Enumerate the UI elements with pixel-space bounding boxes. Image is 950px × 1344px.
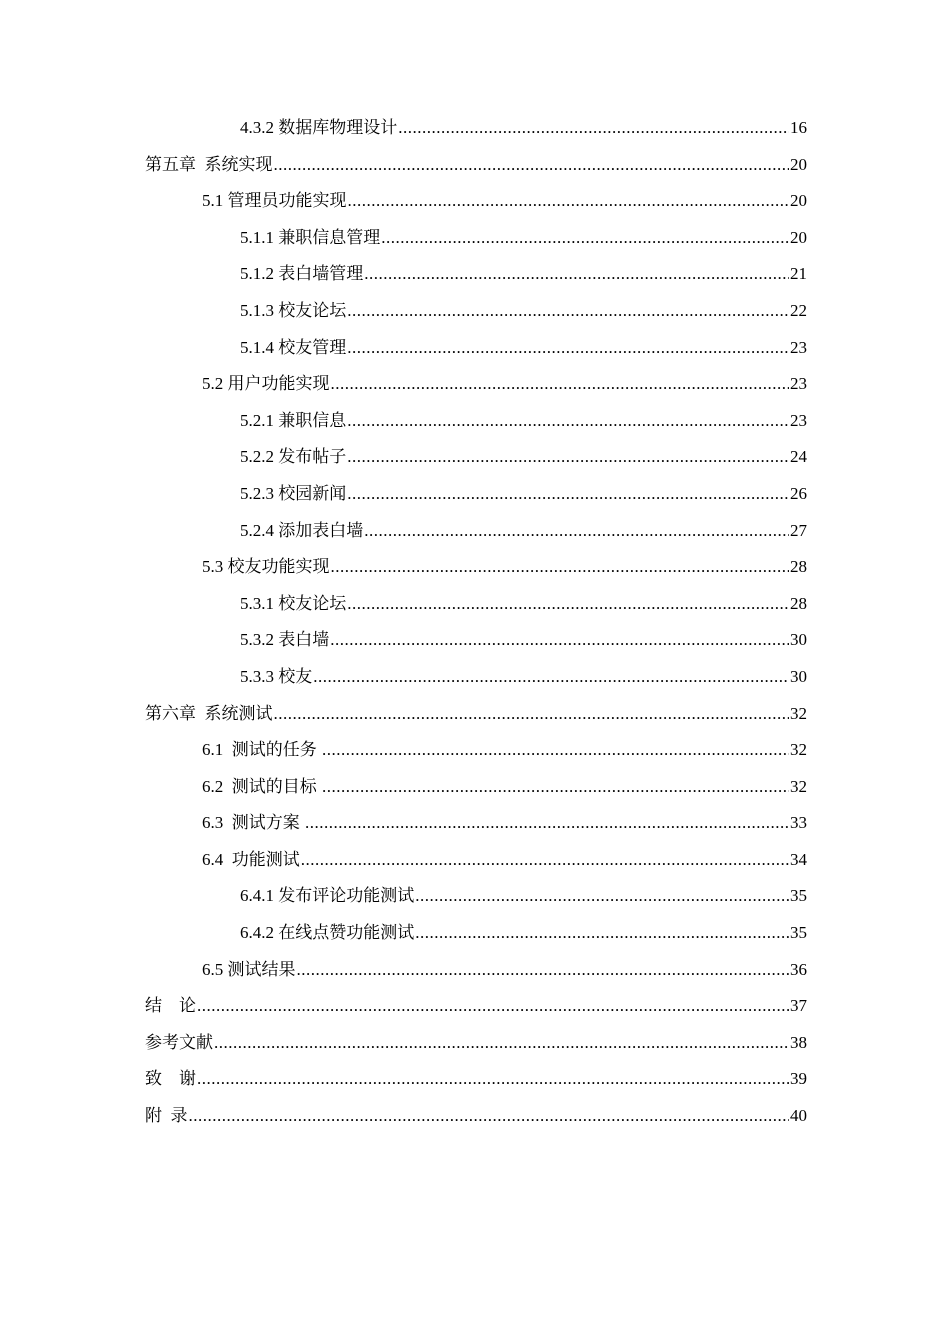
toc-entry-title: 致 谢 [145, 1069, 196, 1089]
toc-entry[interactable] [145, 330, 807, 367]
toc-page-number: 30 [790, 666, 807, 686]
toc-entry[interactable] [145, 878, 807, 915]
toc-entry-title: 6.1 测试的任务 [202, 740, 321, 760]
toc-dot-leader [348, 183, 790, 220]
toc-entry[interactable] [145, 366, 807, 403]
toc-dot-leader [347, 586, 789, 623]
toc-dot-leader [364, 256, 789, 293]
toc-page-number: 23 [790, 337, 807, 357]
toc-dot-leader [189, 1098, 790, 1135]
toc-dot-leader [347, 293, 789, 330]
toc-entry-title: 5.1.4 校友管理 [240, 337, 347, 357]
toc-dot-leader [347, 476, 789, 513]
toc-entry[interactable] [145, 805, 807, 842]
toc-entry-title: 5.2.1 兼职信息 [240, 410, 347, 430]
toc-dot-leader [274, 147, 790, 184]
toc-dot-leader [381, 220, 789, 257]
toc-entry-title: 5.1.3 校友论坛 [240, 300, 347, 320]
toc-entry-title: 5.1.2 表白墙管理 [240, 264, 364, 284]
toc-entry-title: 第五章 系统实现 [145, 154, 273, 174]
toc-entry[interactable] [145, 842, 807, 879]
toc-entry-title: 结 论 [145, 996, 196, 1016]
toc-entry-title: 第六章 系统测试 [145, 703, 273, 723]
toc-dot-leader [197, 988, 789, 1025]
toc-entry[interactable] [145, 403, 807, 440]
toc-entry[interactable] [145, 659, 807, 696]
toc-page-number: 32 [790, 776, 807, 796]
toc-dot-leader [347, 403, 789, 440]
toc-entry[interactable] [145, 293, 807, 330]
toc-entry-title: 5.3 校友功能实现 [202, 557, 330, 577]
toc-entry-title: 5.2.2 发布帖子 [240, 447, 347, 467]
toc-page-number: 26 [790, 483, 807, 503]
toc-page-number: 22 [790, 300, 807, 320]
toc-dot-leader [297, 952, 790, 989]
toc-page-number: 37 [790, 996, 807, 1016]
toc-entry[interactable] [145, 915, 807, 952]
toc-entry[interactable] [145, 769, 807, 806]
toc-dot-leader [214, 1025, 789, 1062]
toc-entry-title: 6.3 测试方案 [202, 813, 304, 833]
toc-page-number: 20 [790, 227, 807, 247]
toc-entry[interactable] [145, 586, 807, 623]
toc-entry[interactable] [145, 220, 807, 257]
toc-entry-title: 4.3.2 数据库物理设计 [240, 118, 398, 137]
toc-dot-leader [331, 366, 790, 403]
toc-dot-leader [197, 1061, 789, 1098]
toc-entry[interactable] [145, 1098, 807, 1135]
toc-page-number: 38 [790, 1032, 807, 1052]
toc-page-number: 20 [790, 154, 807, 174]
toc-entry-title: 5.2 用户功能实现 [202, 374, 330, 394]
toc-entry[interactable] [145, 988, 807, 1025]
toc-page-number: 28 [790, 557, 807, 577]
toc-entry[interactable] [145, 696, 807, 733]
toc-dot-leader [398, 110, 789, 147]
toc-entry[interactable] [145, 513, 807, 550]
toc-dot-leader [364, 513, 789, 550]
toc-entry[interactable] [145, 549, 807, 586]
toc-entry[interactable] [145, 110, 807, 147]
toc-entry-title: 6.4.1 发布评论功能测试 [240, 886, 415, 906]
toc-page-number: 20 [790, 191, 807, 211]
toc-dot-leader [301, 842, 789, 879]
toc-entry[interactable] [145, 1025, 807, 1062]
toc-entry-title: 6.4 功能测试 [202, 849, 300, 869]
toc-page-number: 24 [790, 447, 807, 467]
toc-entry[interactable] [145, 952, 807, 989]
toc-page-number: 28 [790, 593, 807, 613]
toc-dot-leader [274, 696, 790, 733]
toc-page-number: 30 [790, 630, 807, 650]
toc-dot-leader [347, 439, 789, 476]
toc-page-number: 21 [790, 264, 807, 284]
toc-entry-title: 5.2.3 校园新闻 [240, 483, 347, 503]
toc-entry-title: 5.2.4 添加表白墙 [240, 520, 364, 540]
toc-entry[interactable] [145, 1061, 807, 1098]
toc-entry-title: 6.4.2 在线点赞功能测试 [240, 923, 415, 943]
toc-dot-leader [322, 769, 789, 806]
toc-page-number: 16 [790, 118, 807, 137]
toc-page-number: 40 [790, 1106, 807, 1126]
toc-entry[interactable] [145, 476, 807, 513]
toc-page-number: 35 [790, 886, 807, 906]
toc-dot-leader [313, 659, 789, 696]
toc-page-number: 23 [790, 410, 807, 430]
toc-entry-title: 5.3.2 表白墙 [240, 630, 330, 650]
toc-page-number: 34 [790, 849, 807, 869]
toc-entry[interactable] [145, 256, 807, 293]
toc-page-number: 33 [790, 813, 807, 833]
toc-dot-leader [331, 549, 790, 586]
toc-entry-title: 附 录 [145, 1106, 188, 1126]
toc-dot-leader [330, 622, 789, 659]
toc-entry-title: 6.5 测试结果 [202, 959, 296, 979]
toc-entry-title: 5.3.3 校友 [240, 666, 313, 686]
toc-entry-title: 5.1.1 兼职信息管理 [240, 227, 381, 247]
toc-entry-title: 5.3.1 校友论坛 [240, 593, 347, 613]
toc-page-number: 36 [790, 959, 807, 979]
toc-dot-leader [322, 732, 789, 769]
toc-entry-title: 参考文献 [145, 1032, 213, 1052]
toc-page-number: 23 [790, 374, 807, 394]
toc-entry-title: 5.1 管理员功能实现 [202, 191, 347, 211]
toc-entry-title: 6.2 测试的目标 [202, 776, 321, 796]
toc-entry[interactable] [145, 732, 807, 769]
toc-entry[interactable] [145, 439, 807, 476]
toc-dot-leader [415, 915, 789, 952]
toc-page-number: 39 [790, 1069, 807, 1089]
toc-entry[interactable] [145, 622, 807, 659]
toc-page-number: 32 [790, 740, 807, 760]
toc-entry[interactable] [145, 183, 807, 220]
toc-entry[interactable] [145, 147, 807, 184]
toc-dot-leader [305, 805, 789, 842]
toc-dot-leader [415, 878, 789, 915]
toc-dot-leader [347, 330, 789, 367]
toc-page-number: 27 [790, 520, 807, 540]
table-of-contents [145, 110, 807, 1135]
toc-page-number: 32 [790, 703, 807, 723]
toc-page-number: 35 [790, 923, 807, 943]
